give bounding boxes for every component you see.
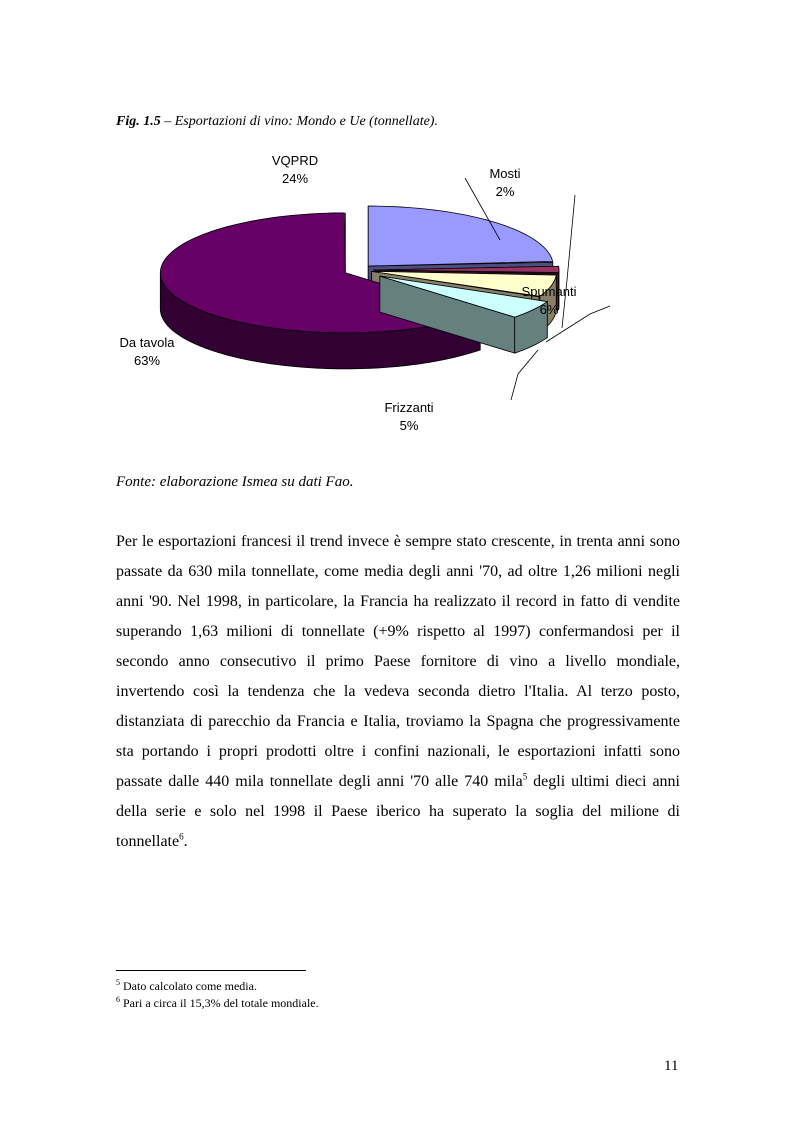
footnote-text: Pari a circa il 15,3% del totale mondiale. <box>120 996 319 1010</box>
leader-line <box>511 350 538 400</box>
footnote-divider <box>116 970 306 971</box>
pie-slice-top <box>368 206 552 266</box>
pie-label-value: 6% <box>539 302 559 317</box>
pie-label-value: 5% <box>399 418 419 433</box>
pie-label-name: Spumanti <box>521 284 577 299</box>
pie-label-name: VQPRD <box>271 153 319 168</box>
pie-label-name: Mosti <box>489 166 521 181</box>
body-paragraph <box>116 527 680 857</box>
footnote-ref-6[interactable]: 6 <box>179 831 184 842</box>
footnote-5 <box>116 976 319 993</box>
footnote-text: Dato calcolato come media. <box>120 979 257 993</box>
paragraph-text-2: degli ultimi dieci anni della serie e solo nel 1998 il Paese iberico ha superato la soglia del milione di tonnellate <box>116 773 681 850</box>
paragraph-text-3: . <box>183 833 188 850</box>
footnotes <box>116 976 319 1010</box>
page-number: 11 <box>664 1058 679 1074</box>
pie-label-value: 2% <box>495 184 515 199</box>
footnote-number: 6 <box>116 995 120 1004</box>
pie-label-mosti <box>489 166 520 199</box>
footnote-number: 5 <box>116 978 120 987</box>
figure-number: Fig. 1.5 <box>116 114 161 129</box>
figure-caption <box>116 114 438 130</box>
figure-title: – Esportazioni di vino: Mondo e Ue (tonnellate). <box>160 114 438 129</box>
pie-label-frizzanti <box>384 400 433 433</box>
pie-label-value: 63% <box>133 353 161 368</box>
pie-slices <box>160 206 559 369</box>
leader-line <box>562 195 575 328</box>
footnote-ref-5[interactable]: 5 <box>522 771 528 782</box>
pie-label-name: Frizzanti <box>384 400 434 415</box>
pie-label-name: Da tavola <box>119 335 175 350</box>
pie-label-vqprd <box>272 153 318 186</box>
footnote-6 <box>116 993 319 1010</box>
figure-source: Fonte: elaborazione Ismea su dati Fao. <box>116 474 354 490</box>
paragraph-text-1: Per le esportazioni francesi il trend invece è sempre stato crescente, in trenta anni sono passate da 630 mila tonnellate, come media degli anni '70, ad oltre 1,26 milioni negli anni '90. Nel 1998, in particolare, la Francia ha realizzato il record in fatto di vendite superando 1,63 milioni di tonnellate (+9% rispetto al 1997) confermandosi per il secondo anno consecutivo il primo Paese fornitore di vino a livello mondiale, invertendo così la tendenza che la vedeva seconda dietro l'Italia. Al terzo posto, distanziata di parecchio da Francia e Italia, troviamo la Spagna che progressivamente sta portando i propri prodotti oltre i confini nazionali, le esportazioni infatti sono passate dalle 440 mila tonnellate degli anni '70 alle 740 mila <box>116 533 680 790</box>
pie-label-da-tavola <box>120 335 176 368</box>
pie-label-value: 24% <box>281 171 309 186</box>
pie-chart <box>100 150 700 450</box>
